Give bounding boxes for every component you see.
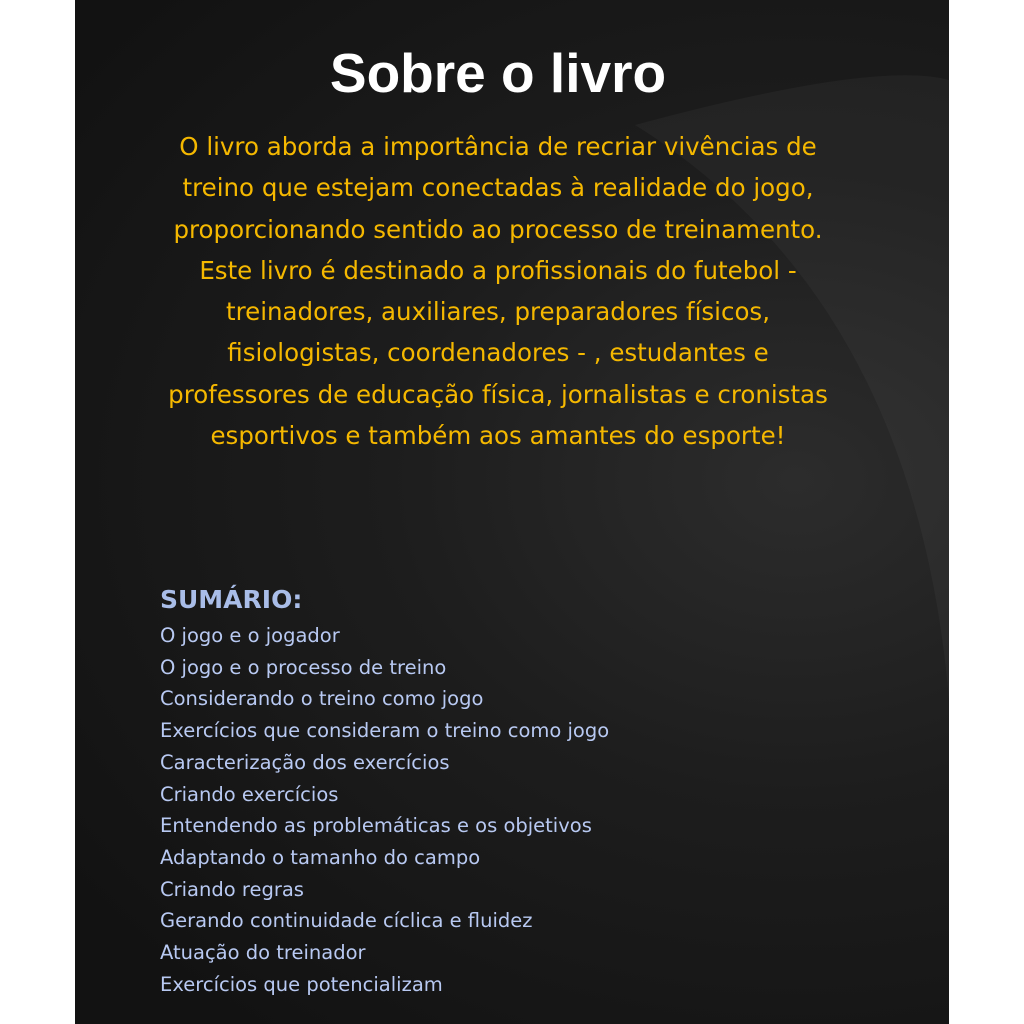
book-description — [165, 126, 831, 456]
summary-list — [160, 620, 860, 1000]
summary-item: Exercícios que potencializam — [160, 972, 443, 996]
table-of-contents — [160, 582, 860, 1000]
summary-item: Exercícios que consideram o treino como jogo — [160, 719, 610, 743]
book-info-panel — [75, 0, 949, 1024]
summary-item: Criando exercícios — [160, 782, 339, 806]
summary-item: Entendendo as problemáticas e os objetivos — [160, 814, 592, 838]
summary-item: O jogo e o jogador — [160, 624, 340, 647]
summary-item: Atuação do treinador — [160, 941, 366, 965]
summary-item: Caracterização dos exercícios — [160, 750, 450, 774]
summary-item: Considerando o treino como jogo — [160, 687, 484, 711]
summary-heading: SUMÁRIO: — [160, 585, 303, 614]
summary-item: O jogo e o processo de treino — [160, 655, 447, 679]
summary-item: Adaptando o tamanho do campo — [160, 845, 481, 869]
description-paragraph-audience: Este livro é destinado a profissionais do futebol - treinadores, auxiliares, preparadores físicos, fisiologistas, coordenadores - , estudantes e professores de educação física, jornalistas e cronistas esportivos e também aos amantes do esporte! — [168, 255, 828, 451]
page-title: Sobre o livro — [329, 42, 667, 104]
summary-item: Criando regras — [160, 877, 304, 901]
description-paragraph-topic: O livro aborda a importância de recriar vivências de treino que estejam conectadas à realidade do jogo, proporcionando sentido ao processo de treinamento. — [173, 132, 823, 244]
summary-item: Gerando continuidade cíclica e fluidez — [160, 909, 533, 933]
